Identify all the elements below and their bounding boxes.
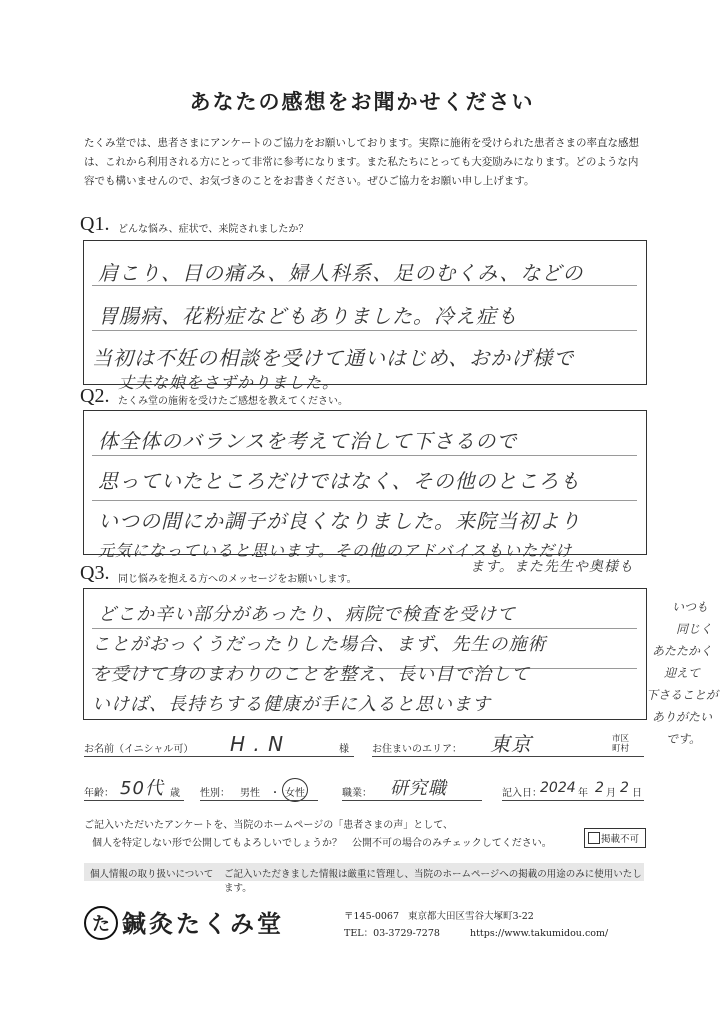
privacy-text: ご記入いただきました情報は厳重に管理し、当院のホームページへの掲載の用途のみに使用いたします。 bbox=[224, 869, 642, 894]
q1-number: Q1. bbox=[80, 213, 110, 235]
date-label: 記入日： bbox=[502, 788, 542, 799]
q1-answer-line-1: 肩こり、目の痛み、婦人科系、足のむくみ、などの bbox=[98, 261, 584, 285]
q2-number: Q2. bbox=[80, 385, 110, 407]
q1-answer-line-4: 丈夫な娘をさずかりました。 bbox=[118, 373, 340, 392]
q2-rule-1 bbox=[92, 455, 637, 456]
consent-line-2: 個人を特定しない形で公開してもよろしいでしょうか？ 公開不可の場合のみチェックしてください。 bbox=[92, 838, 552, 849]
side-note-line-3: あたたかく bbox=[652, 644, 713, 658]
area-underline bbox=[372, 756, 644, 757]
sex-underline bbox=[200, 800, 318, 801]
job-underline bbox=[342, 800, 482, 801]
q2-answer-line-3: いつの間にか調子が良くなりました。来院当初より bbox=[98, 509, 581, 533]
q2-answer-line-1: 体全体のバランスを考えて治して下さるので bbox=[98, 429, 518, 453]
q1-question: どんな悩み、症状で、来院されましたか？ bbox=[118, 224, 309, 235]
no-publish-label: 掲載不可 bbox=[601, 834, 640, 845]
q2-question: たくみ堂の施術を受けたご感想を教えてください。 bbox=[118, 396, 348, 407]
footer-tel: TEL：03-3729-7278 bbox=[344, 928, 440, 939]
q1-answer-line-2: 胃腸病、花粉症などもありました。冷え症も bbox=[98, 304, 518, 328]
footer-url[interactable]: https://www.takumidou.com/ bbox=[470, 928, 609, 939]
age-underline bbox=[84, 800, 184, 801]
name-value: H . N bbox=[230, 732, 285, 756]
q3-rule-1 bbox=[92, 628, 637, 629]
q1-answer-line-3: 当初は不妊の相談を受けて通いはじめ、おかげ様で bbox=[92, 346, 575, 370]
area-suffix: 市区町村 bbox=[612, 734, 630, 754]
intro-text: たくみ堂では、患者さまにアンケートのご協力をお願いしております。実際に施術を受けられた患者さまの率直な感想は、これから利用される方にとって非常に参考になります。また私たちにとっても大変励みになります。どのような内容でも構いませんので、お気づきのことをお書きください。ぜひご協力をお願い申し上げます。 bbox=[84, 137, 640, 187]
side-note-line-6: ありがたい bbox=[652, 710, 713, 724]
footer-zip: 〒145-0067 bbox=[344, 911, 400, 922]
q2-answer-line-2: 思っていたところだけではなく、その他のところも bbox=[98, 469, 581, 493]
sex-label: 性別： bbox=[200, 788, 230, 799]
clinic-logo-glyph: た bbox=[92, 914, 110, 935]
sex-separator: ・ bbox=[270, 788, 280, 799]
privacy-heading: 個人情報の取り扱いについて bbox=[90, 869, 214, 880]
job-value: 研究職 bbox=[390, 778, 447, 799]
q2-answer-line-4: 元気になっていると思います。その他のアドバイスもいただけ bbox=[98, 541, 573, 560]
area-value: 東京 bbox=[490, 732, 532, 756]
name-underline bbox=[84, 756, 354, 757]
q3-answer-line-3: を受けて身のまわりのことを整え、長い目で治して bbox=[92, 664, 531, 685]
no-publish-option[interactable] bbox=[584, 828, 646, 848]
q2-rule-2 bbox=[92, 500, 637, 501]
date-underline bbox=[502, 800, 644, 801]
date-year: 2024 bbox=[540, 780, 576, 796]
side-note-line-4: 迎えて bbox=[664, 666, 701, 680]
privacy-strip bbox=[84, 863, 644, 894]
clinic-logo-icon bbox=[84, 906, 118, 940]
area-label: お住まいのエリア： bbox=[372, 744, 462, 755]
age-label: 年齢： bbox=[84, 788, 114, 799]
footer-address: 東京都大田区雪谷大塚町3-22 bbox=[408, 911, 534, 922]
date-day: 2 bbox=[620, 780, 629, 796]
q3-answer-line-2: ことがおっくうだったりした場合、まず、先生の施術 bbox=[92, 634, 547, 655]
side-note-line-2: 同じく bbox=[676, 622, 713, 636]
age-value: 50代 bbox=[120, 778, 164, 799]
consent-line-1: ご記入いただいたアンケートを、当院のホームページの「患者さまの声」として、 bbox=[84, 820, 453, 831]
date-year-suffix: 年 bbox=[578, 788, 588, 799]
date-month-suffix: 月 bbox=[606, 788, 616, 799]
sex-male: 男性 bbox=[240, 788, 260, 799]
q3-question: 同じ悩みを抱える方へのメッセージをお願いします。 bbox=[118, 574, 357, 585]
q3-number: Q3. bbox=[80, 562, 110, 584]
side-note-line-1: いつも bbox=[672, 600, 709, 614]
page-title: あなたの感想をお聞かせください bbox=[189, 89, 535, 114]
age-suffix: 歳 bbox=[170, 788, 180, 799]
sex-female: 女性 bbox=[285, 788, 305, 799]
name-suffix: 様 bbox=[339, 744, 349, 755]
no-publish-checkbox[interactable] bbox=[588, 832, 600, 844]
side-note-line-5: 下さることが bbox=[646, 688, 719, 702]
q2-answer-line-5: ます。また先生や奥様も bbox=[470, 559, 634, 575]
job-label: 職業： bbox=[342, 788, 372, 799]
date-month: 2 bbox=[595, 780, 604, 796]
name-label: お名前（イニシャル可） bbox=[84, 744, 194, 755]
q3-answer-line-4: いけば、長持ちする健康が手に入ると思います bbox=[92, 694, 491, 715]
q3-answer-line-1: どこか辛い部分があったり、病院で検査を受けて bbox=[98, 604, 516, 625]
sex-female-circle bbox=[282, 778, 308, 802]
date-day-suffix: 日 bbox=[632, 788, 642, 799]
clinic-name: 鍼灸たくみ堂 bbox=[122, 909, 284, 938]
side-note-line-7: です。 bbox=[666, 732, 702, 746]
q1-rule-2 bbox=[92, 330, 637, 331]
